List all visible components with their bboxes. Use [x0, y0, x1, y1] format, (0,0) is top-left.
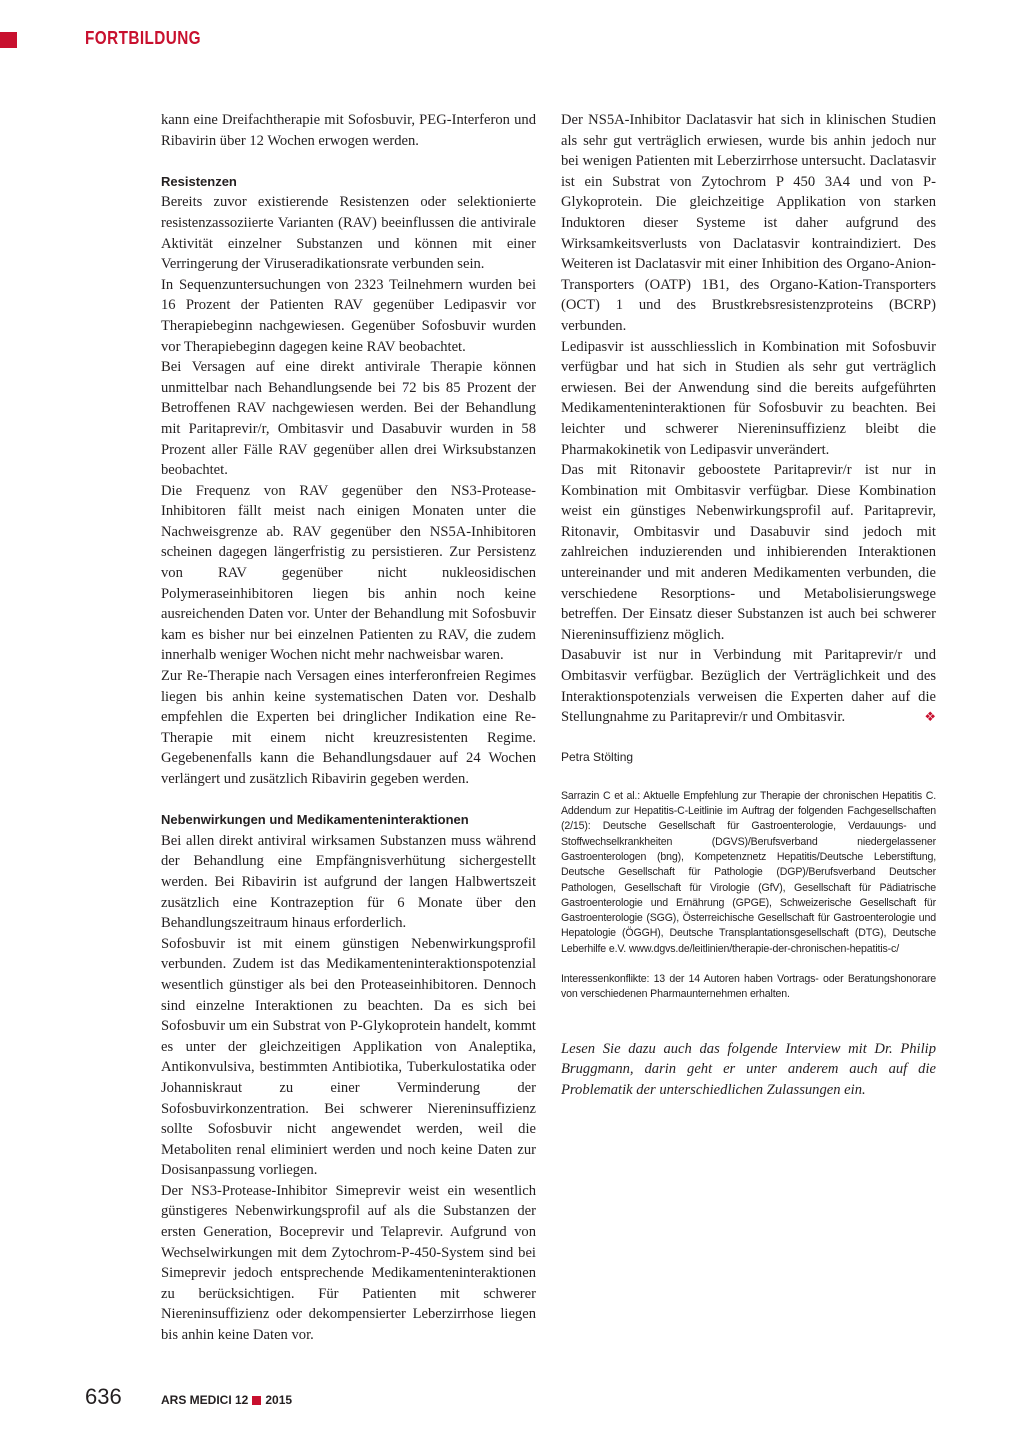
page-number: 636	[85, 1384, 122, 1409]
interview-note: Lesen Sie dazu auch das folgende Interview mit Dr. Philip Bruggmann, darin geht er unter anderem auch auf die Problematik der unterschiedlichen Zulassungen ein.	[561, 1040, 936, 1098]
paragraph: Zur Re-Therapie nach Versagen eines interferonfreien Regimes liegen bis anhin keine systematischen Daten vor. Deshalb empfehlen die Experten bei dringlicher Indikation eine Re-Therapie mit einem nicht kreuzresistenten Regime. Gegebenenfalls kann die Behandlungsdauer auf 24 Wochen verlängert und zusätzlich Ribavirin gegeben werden.	[161, 668, 536, 787]
heading-nebenwirkungen: Nebenwirkungen und Medikamenteninteraktionen	[161, 812, 469, 828]
paragraph-text: Dasabuvir ist nur in Verbindung mit Paritaprevir/r und Ombitasvir verfügbar. Bezüglich der Verträglichkeit und des Interaktionspotenzials verweisen die Experten daher auf die Stellungnahme zu Paritaprevir/r und Ombitasvir.	[561, 647, 936, 726]
end-of-article-icon: ❖	[924, 709, 936, 725]
paragraph: Bereits zuvor existierende Resistenzen oder selektionierte resistenzassoziierte Varianten (RAV) beeinflussen die antivirale Aktivität einzelner Substanzen und können mit einer Verringerung der Viruseradikationsrate verbunden sein.	[161, 194, 536, 273]
paragraph: Ledipasvir ist ausschliesslich in Kombination mit Sofosbuvir verfügbar und hat sich in Studien als sehr gut verträglich erwiesen. Bei der Anwendung sind die bereits aufgeführten Medikamenteninteraktionen für Sofosbuvir zu beachten. Bei leichter und schwerer Niereninsuffizienz bleibt die Pharmakokinetik von Ledipasvir unverändert.	[561, 338, 936, 458]
magazine-name: ARS MEDICI 12	[161, 1393, 249, 1407]
paragraph: kann eine Dreifachtherapie mit Sofosbuvir, PEG-Interferon und Ribavirin über 12 Wochen erwogen werden.	[161, 112, 536, 149]
paragraph: Die Frequenz von RAV gegenüber den NS3-Protease-Inhibitoren fällt meist nach einigen Monaten unter die Nachweisgrenze ab. RAV gegenüber den NS5A-Inhibitoren scheinen dagegen längerfristig zu persistieren. Zur Persistenz von RAV gegenüber nicht nukleosidischen Polymeraseinhibitoren liegen bis anhin noch keine ausreichenden Daten vor. Unter der Behandlung mit Sofosbuvir kam es bisher nur bei einzelnen Patienten zu RAV, die zudem innerhalb weniger Wochen nicht mehr nachweisbar waren.	[161, 482, 536, 664]
paragraph-last	[561, 645, 936, 727]
paragraph: In Sequenzuntersuchungen von 2323 Teilnehmern wurden bei 16 Prozent der Patienten RAV gegenüber Ledipasvir vor Therapiebeginn nachgewiesen. Gegenüber Sofosbuvir wurden vor Therapiebeginn dagegen keine RAV beobachtet.	[161, 276, 536, 355]
left-column	[161, 110, 536, 1346]
section-color-mark	[0, 32, 17, 48]
section-title: FORTBILDUNG	[85, 28, 202, 48]
footer-magazine	[161, 1393, 292, 1407]
author: Petra Stölting	[561, 749, 634, 764]
right-column	[561, 110, 936, 1100]
paragraph: Bei Versagen auf eine direkt antivirale Therapie können unmittelbar nach Behandlungsende bei 72 bis 85 Prozent der Betroffenen RAV nachgewiesen werden. Bei der Behandlung mit Paritaprevir/r, Ombitasvir und Dasabuvir wurden in 58 Prozent aller Fälle RAV gegenüber allen drei Wirksubstanzen beobachtet.	[161, 359, 536, 479]
conflict-statement: Interessenkonflikte: 13 der 14 Autoren haben Vortrags- oder Beratungshonorare von verschiedenen Pharmaunternehmen erhalten.	[561, 973, 936, 1001]
magazine-year: 2015	[265, 1393, 293, 1407]
paragraph: Der NS3-Protease-Inhibitor Simeprevir weist ein wesentlich günstigeres Nebenwirkungsprofil auf als die Substanzen der ersten Generation, Boceprevir und Telaprevir. Aufgrund von Wechselwirkungen mit dem Zytochrom-P-450-System sind bei Simeprevir jedoch entsprechende Medikamenteninteraktionen zu berücksichtigen. Für Patienten mit schwerer Niereninsuffizienz oder dekompensierter Leberzirrhose liegen bis anhin keine Daten vor.	[161, 1182, 536, 1344]
reference: Sarrazin C et al.: Aktuelle Empfehlung zur Therapie der chronischen Hepatitis C. Addendum zur Hepatitis-C-Leitlinie im Auftrag der folgenden Fachgesellschaften (2/15): Deutsche Gesellschaft für Gastroenterologie, Verdauungs- und Stoffwechselkrankheiten (DGVS)/Berufsverband niedergelassener Gastroenterologen (bng), Kompetenznetz Hepatitis/Deutsche Leberstiftung, Deutsche Gesellschaft für Pathologie (DGP)/Berufsverband Deutscher Pathologen, Gesellschaft für Virologie (GfV), Gesellschaft für Pädiatrische Gastroenterologie und Ernährung (GPGE), Schweizerische Gesellschaft für Gastroenterologie (SGG), Österreichische Gesellschaft für Gastroenterologie und Hepatologie (ÖGGH), Deutsche Transplantationsgesellschaft (DTG), Deutsche Leberhilfe e.V. www.dgvs.de/leitlinien/therapie-der-chronischen-hepatitis-c/	[561, 789, 936, 955]
heading-resistenzen: Resistenzen	[161, 173, 237, 189]
paragraph: Bei allen direkt antiviral wirksamen Substanzen muss während der Behandlung eine Empfängnisverhütung sichergestellt werden. Bei Ribavirin ist aufgrund der langen Halbwertszeit zusätzlich eine Kontrazeption für 6 Monate über den Behandlungszeitraum hinaus erforderlich.	[161, 832, 536, 932]
paragraph: Das mit Ritonavir geboostete Paritaprevir/r ist nur in Kombination mit Ombitasvir verfügbar. Diese Kombination weist ein günstiges Nebenwirkungsprofil auf. Paritaprevir, Ritonavir, Ombitasvir und Dasabuvir sind jedoch mit zahlreichen induzierenden und inhibierenden Interaktionen untereinander und mit anderen Medikamenten verbunden, die verschiedene Resorptions- und Metabolisierungswege betreffen. Der Einsatz dieser Substanzen ist auch bei schwerer Niereninsuffizienz möglich.	[561, 462, 936, 643]
paragraph: Der NS5A-Inhibitor Daclatasvir hat sich in klinischen Studien als sehr gut verträglich erwiesen, wurde bis anhin jedoch nur bei wenigen Patienten mit Leberzirrhose untersucht. Daclatasvir ist ein Substrat von Zytochrom P 450 3A4 und von P-Glykoprotein. Die gleichzeitige Applikation von starken Induktoren dieser Systeme ist daher aufgrund des Wirksamkeitsverlusts von Daclatasvir kontraindiziert. Des Weiteren ist Daclatasvir mit einer Inhibition des Organo-Anion-Transporters (OATP) 1B1, des Organo-Kation-Transporters (OCT) 1 und des Brustkrebsresistenzproteins (BCRP) verbunden.	[561, 112, 936, 334]
square-separator-icon	[252, 1396, 261, 1405]
paragraph: Sofosbuvir ist mit einem günstigen Nebenwirkungsprofil verbunden. Zudem ist das Medikamenteninteraktionspotenzial wesentlich günstiger als bei den Proteaseinhibitoren. Dennoch sind einzelne Interaktionen zu beachten. Da es sich bei Sofosbuvir um ein Substrat von P-Glykoprotein handelt, kommt es unter der gleichzeitigen Applikation von Analeptika, Antikonvulsiva, bestimmten Antibiotika, Tuberkulostatika oder Johanniskraut zu einer Verminderung der Sofosbuvirkonzentration. Bei schwerer Niereninsuffizienz sollte Sofosbuvir nicht angewendet werden, weil die Metaboliten renal eliminiert werden und noch keine Daten zur Dosisanpassung vorliegen.	[161, 935, 536, 1179]
